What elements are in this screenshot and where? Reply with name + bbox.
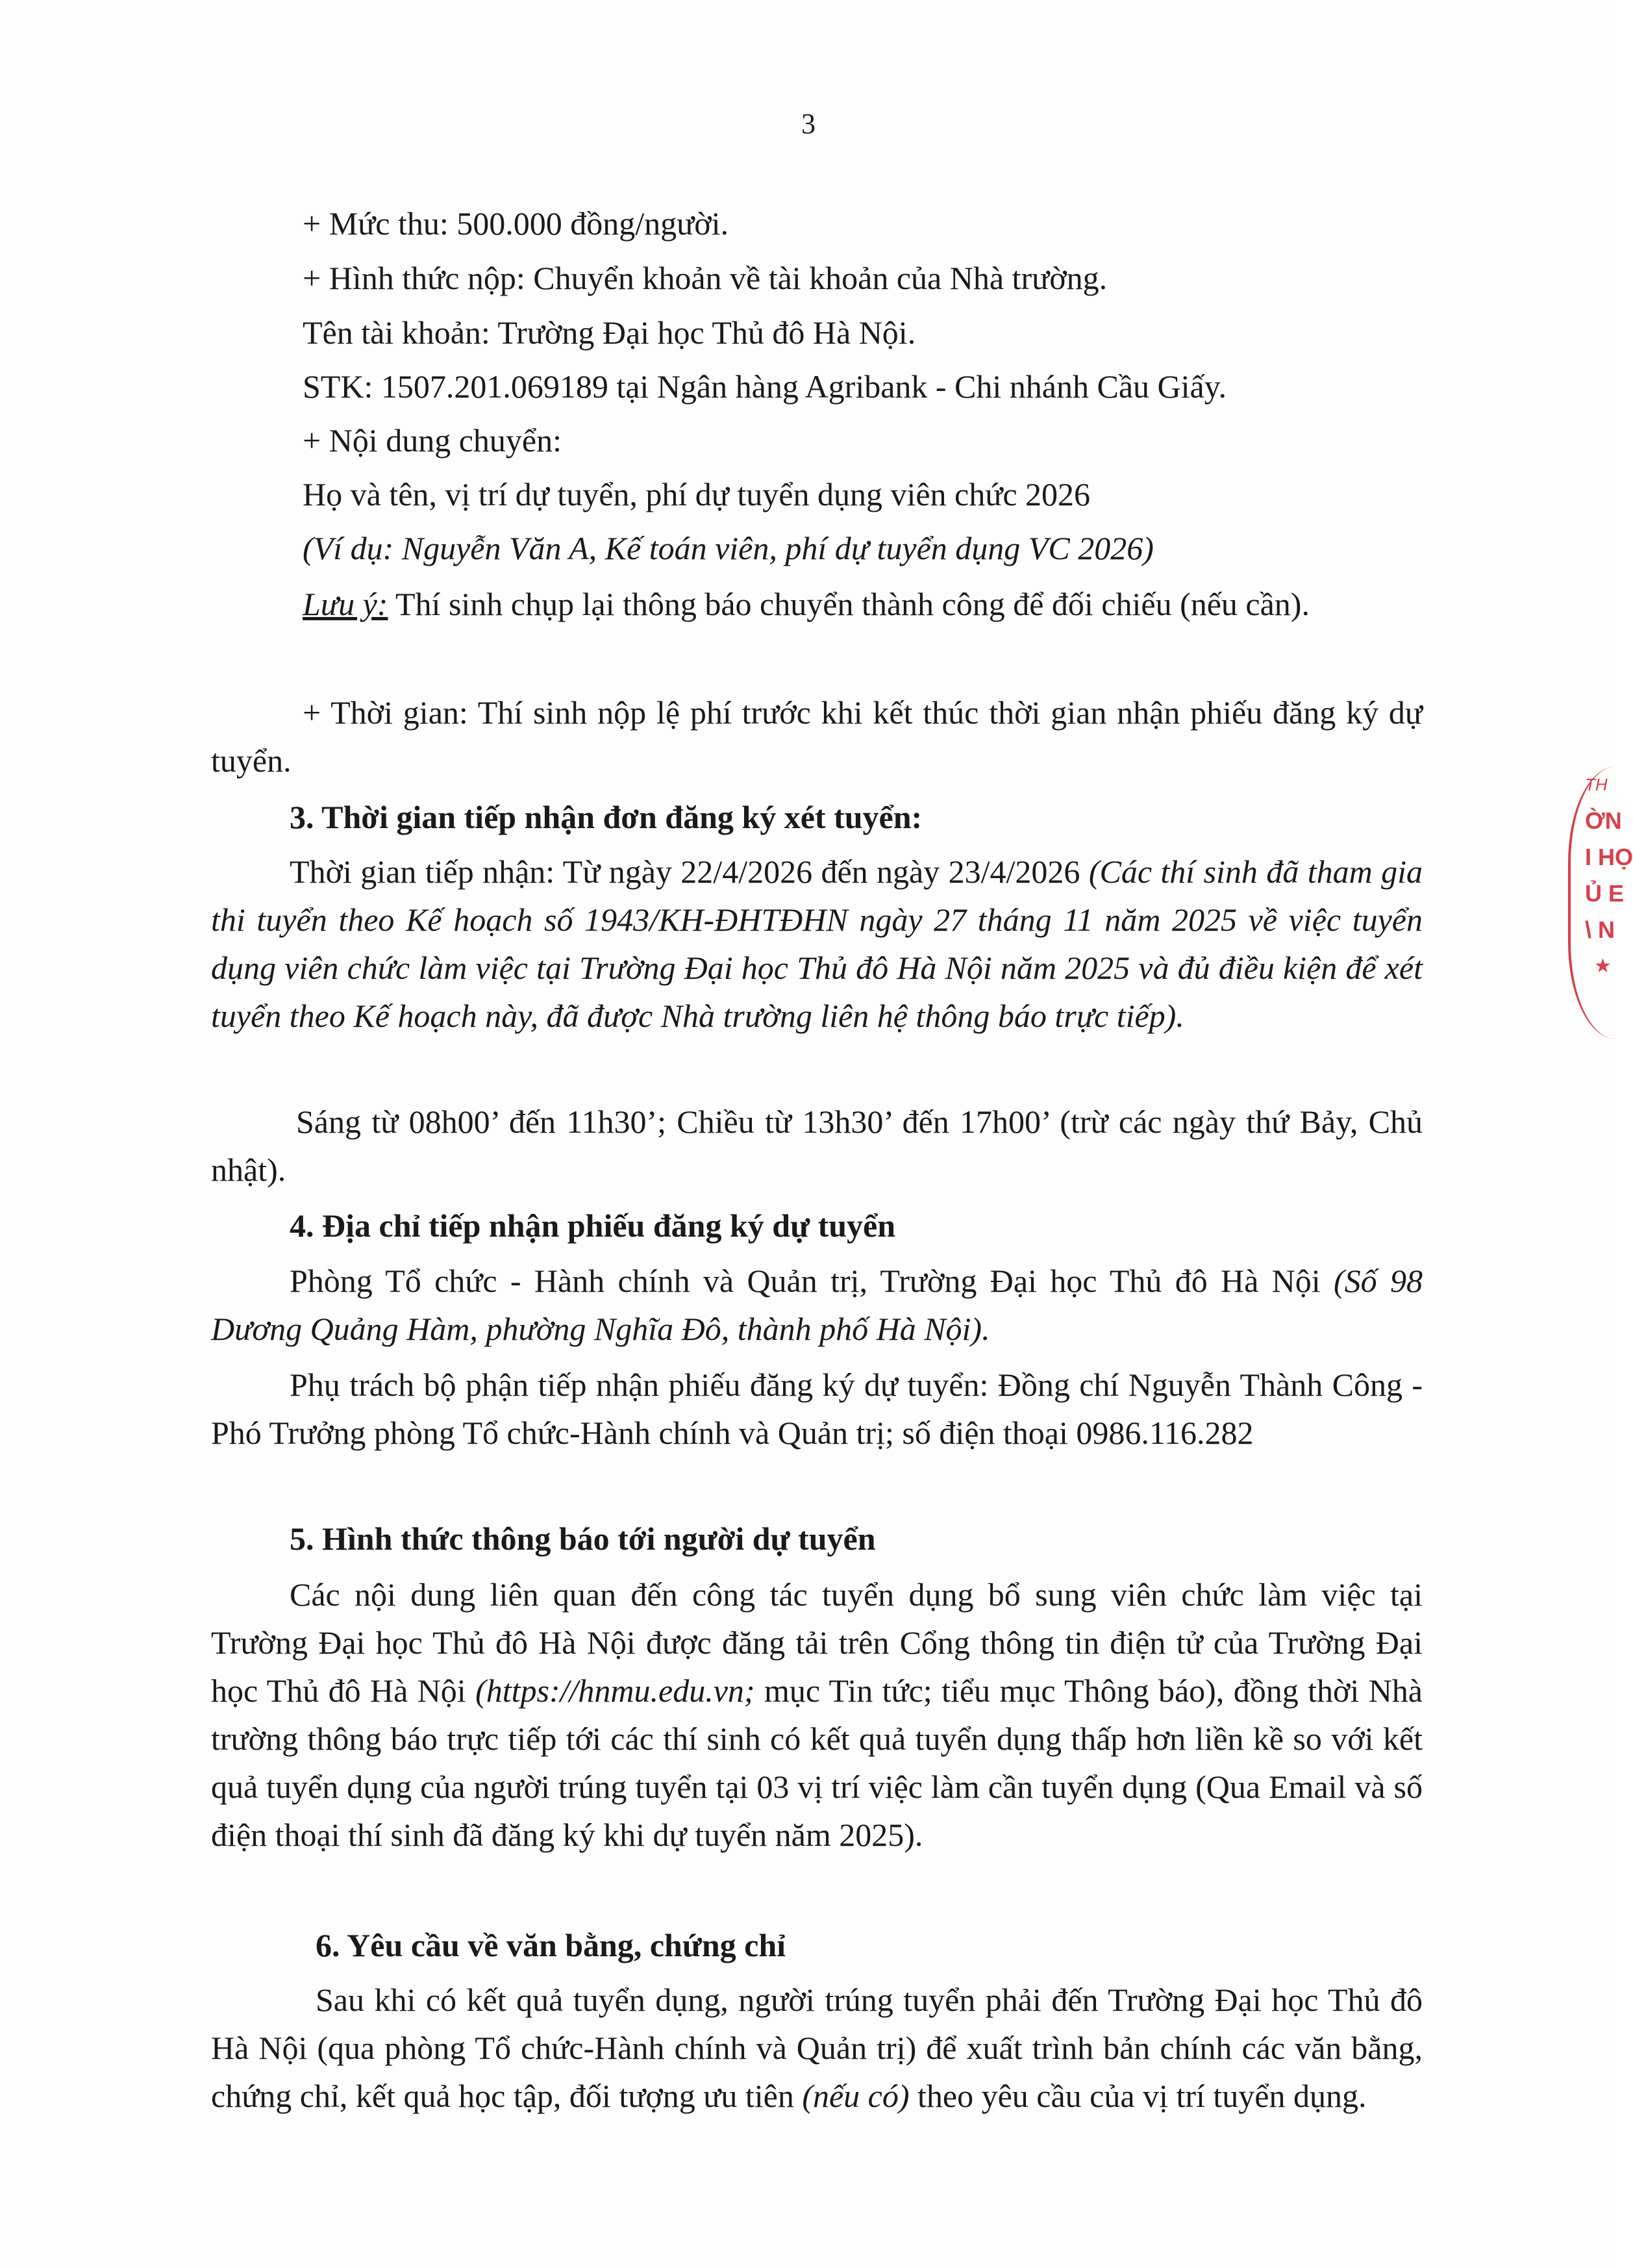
fee-amount: + Mức thu: 500.000 đồng/người. <box>303 205 729 242</box>
transfer-content-example: (Ví dụ: Nguyễn Văn A, Kế toán viên, phí dự tuyển dụng VC 2026) <box>303 530 1154 566</box>
seal-line-3: I HỌ <box>1585 844 1633 870</box>
section-5-text-b: mục Tin tức; tiểu mục Thông báo), đồng thời Nhà trường thông báo trực tiếp tới các thí sinh có kết quả tuyển dụng thấp hơn liền kề so với kết quả tuyển dụng của người trúng tuyển tại 03 vị trí việc làm cần tuyển dụng (Qua Email và số điện thoại thí sinh đã đăng ký khi dự tuyển năm 2025). <box>211 1672 1423 1853</box>
section-6-text-a: Sau khi có kết quả tuyển dụng, người trúng tuyển phải đến Trường Đại học Thủ đô Hà Nội (qua phòng Tổ chức-Hành chính và Quản trị) để xuất trình bản chính các văn bằng, chứng chỉ, kết quả học tập, đối tượng ưu tiên <box>211 1982 1423 2114</box>
fee-method: + Hình thức nộp: Chuyển khoản về tài khoản của Nhà trường. <box>303 260 1108 296</box>
section-4-office <box>211 1257 1423 1353</box>
section-6-priority: (nếu có) <box>802 2078 910 2114</box>
seal-star-icon: ★ <box>1594 955 1612 977</box>
transfer-content-format: Họ và tên, vị trí dự tuyển, phí dự tuyển dụng viên chức 2026 <box>303 476 1091 512</box>
working-hours: Sáng từ 08h00’ đến 11h30’; Chiều từ 13h30’ đến 17h00’ (trừ các ngày thứ Bảy, Chủ nhật). <box>211 1103 1423 1188</box>
note-label: Lưu ý: <box>303 586 388 622</box>
section-6-heading: 6. Yêu cầu về văn bằng, chứng chỉ <box>316 1927 786 1963</box>
seal-line-2: ỜN <box>1585 807 1622 834</box>
fee-time: + Thời gian: Thí sinh nộp lệ phí trước khi kết thúc thời gian nhận phiếu đăng ký dự tuyển. <box>211 694 1423 779</box>
section-6-text-b: theo yêu cầu của vị trí tuyển dụng. <box>909 2078 1367 2114</box>
reception-note: (Các thí sinh đã tham gia thi tuyển theo Kế hoạch số 1943/KH-ĐHTĐHN ngày 27 tháng 11 năm 2025 về việc tuyển dụng viên chức làm việc tại Trường Đại học Thủ đô Hà Nội năm 2025 và đủ điều kiện để xét tuyển theo Kế hoạch này, đã được Nhà trường liên hệ thông báo trực tiếp). <box>211 853 1423 1034</box>
portal-url: (https://hnmu.edu.vn; <box>475 1672 755 1709</box>
office-name: Phòng Tổ chức - Hành chính và Quản trị, Trường Đại học Thủ đô Hà Nội <box>290 1263 1334 1299</box>
section-4-heading: 4. Địa chỉ tiếp nhận phiếu đăng ký dự tuyển <box>290 1207 896 1244</box>
official-seal <box>1568 766 1633 1039</box>
note-text: Thí sinh chụp lại thông báo chuyển thành công để đối chiếu (nếu cần). <box>388 586 1310 622</box>
note-paragraph <box>211 580 1423 628</box>
reception-period: Thời gian tiếp nhận: Từ ngày 22/4/2026 đến ngày 23/4/2026 <box>290 853 1089 890</box>
office-address: (Số 98 Dương Quảng Hàm, phường Nghĩa Đô, thành phố Hà Nội). <box>211 1263 1423 1347</box>
section-3-heading: 3. Thời gian tiếp nhận đơn đăng ký xét tuyển: <box>290 799 923 835</box>
section-5-text-a: Các nội dung liên quan đến công tác tuyển dụng bổ sung viên chức làm việc tại Trường Đại học Thủ đô Hà Nội được đăng tải trên Cổng thông tin điện tử của Trường Đại học Thủ đô Hà Nội <box>211 1576 1423 1709</box>
transfer-content-label: + Nội dung chuyển: <box>303 422 562 459</box>
section-5-heading: 5. Hình thức thông báo tới người dự tuyển <box>290 1520 876 1557</box>
section-4-contact: Phụ trách bộ phận tiếp nhận phiếu đăng ký dự tuyển: Đồng chí Nguyễn Thành Công - Phó Trưởng phòng Tổ chức-Hành chính và Quản trị; số điện thoại 0986.116.282 <box>211 1367 1423 1451</box>
section-3-text <box>211 848 1423 1040</box>
account-name: Tên tài khoản: Trường Đại học Thủ đô Hà Nội. <box>303 314 916 351</box>
seal-line-5: \ N <box>1585 916 1615 943</box>
section-6-text <box>211 1976 1423 2120</box>
account-number: STK: 1507.201.069189 tại Ngân hàng Agribank - Chi nhánh Cầu Giấy. <box>303 368 1227 405</box>
page-number: 3 <box>801 108 816 140</box>
section-5-text <box>211 1570 1423 1859</box>
seal-line-4: Ủ E <box>1585 880 1625 907</box>
seal-line-1: TH <box>1585 775 1608 794</box>
